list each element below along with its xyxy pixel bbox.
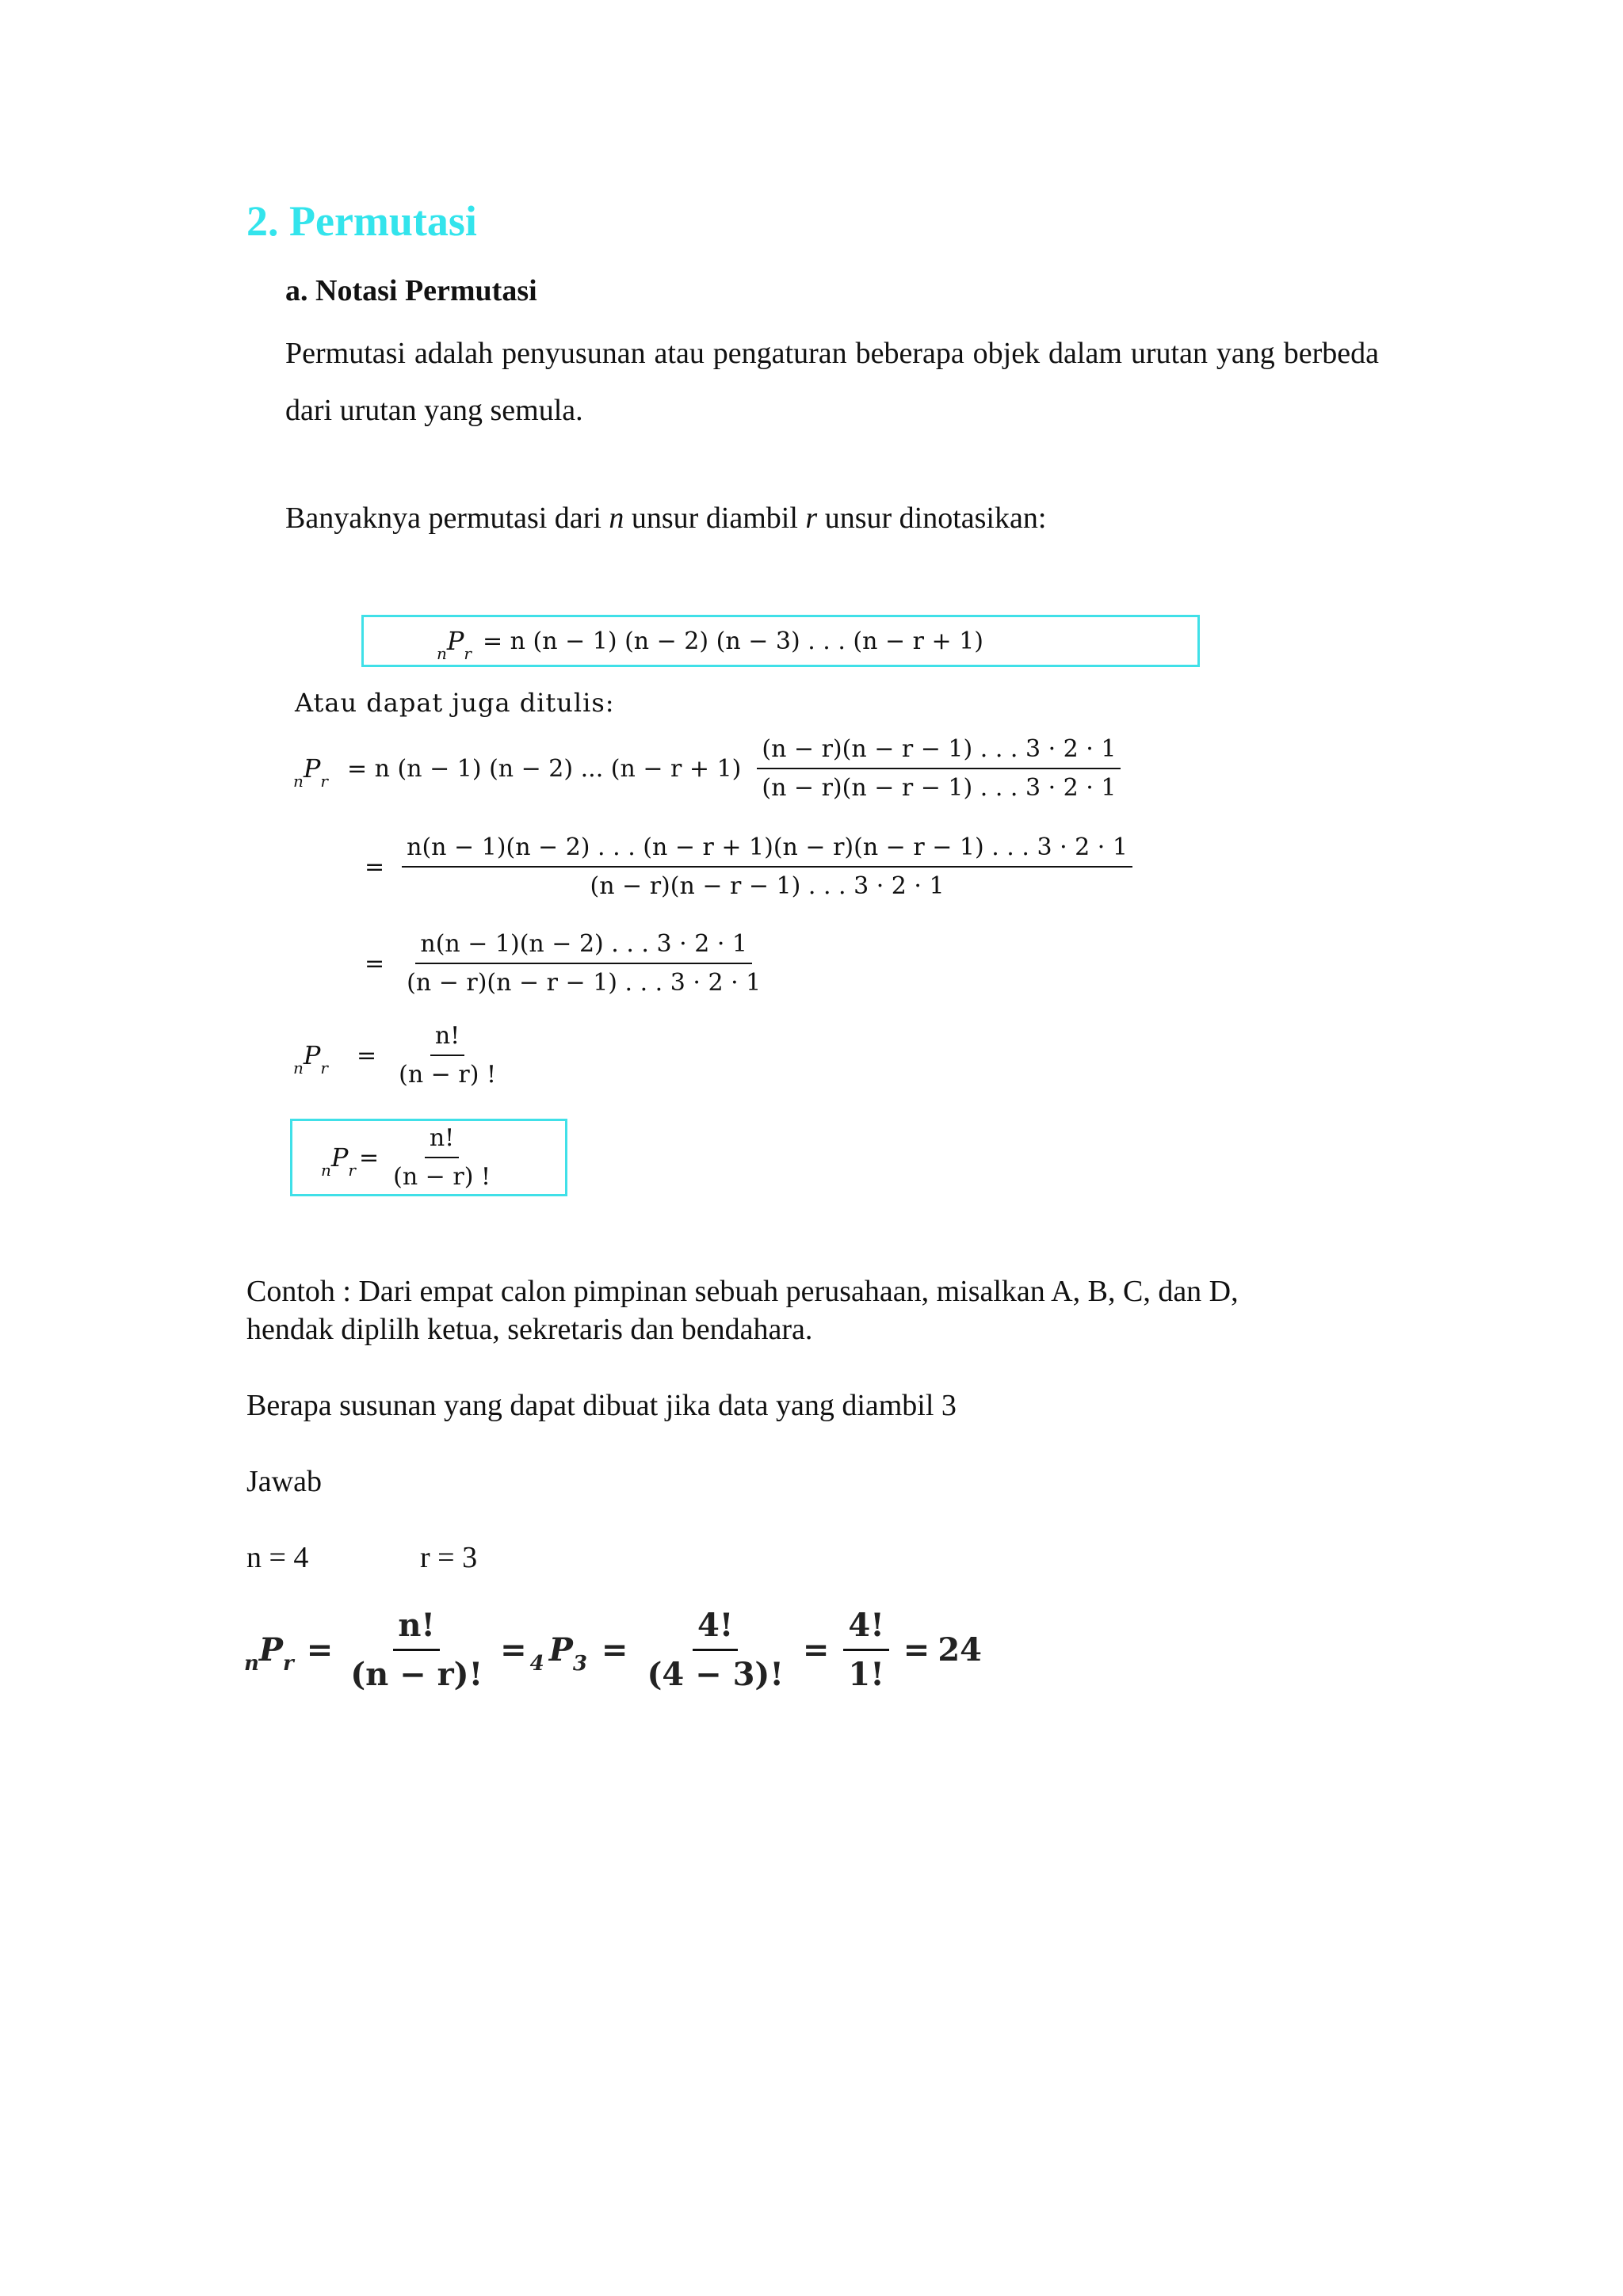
derivation-line-1	[293, 735, 1121, 802]
npr-symbol: $_nP_r$	[244, 1631, 294, 1676]
npr-symbol: $_nP_r$	[437, 626, 472, 663]
npr-symbol: $_nP_r$	[293, 1040, 328, 1077]
general-fraction	[346, 1607, 487, 1693]
definition-paragraph: Permutasi adalah penyusunan atau pengaturan beberapa objek dalam urutan yang berbeda dari urutan yang semula.	[285, 337, 1379, 427]
answer-label: Jawab	[246, 1465, 322, 1498]
alternate-label: Atau dapat juga ditulis:	[295, 688, 615, 718]
equals-sign: =	[365, 949, 385, 978]
fraction-numerator: n!	[393, 1607, 440, 1651]
npr-symbol: $_nP_r$	[321, 1142, 356, 1180]
4p3-symbol: $_4$ $P_3$	[529, 1631, 587, 1676]
permutation-formula-box	[361, 615, 1200, 667]
fraction-denominator: (n − r)(n − r − 1) . . . 3 · 2 · 1	[590, 872, 945, 900]
equals-sign: =	[356, 1041, 377, 1070]
fraction-denominator: (n − r)(n − r − 1) . . . 3 · 2 · 1	[407, 969, 762, 997]
example-question: Berapa susunan yang dapat dibuat jika data yang diambil 3	[246, 1389, 957, 1422]
reduced-fraction	[843, 1607, 888, 1693]
final-calculation	[244, 1607, 982, 1693]
factorial-fraction	[388, 1124, 495, 1191]
derivation-line-3	[365, 930, 766, 997]
equals-sign: =	[903, 1631, 930, 1669]
equals-sign: =	[500, 1631, 527, 1669]
example-line-1: Contoh : Dari empat calon pimpinan sebuah perusahaan, misalkan A, B, C, dan D,	[246, 1275, 1239, 1308]
result-value: 24	[938, 1631, 982, 1669]
simplified-fraction	[402, 930, 766, 997]
n-value: n = 4	[246, 1541, 309, 1574]
fraction-numerator: 4!	[843, 1607, 888, 1651]
notation-intro: Banyaknya permutasi dari n unsur diambil r unsur dinotasikan:	[285, 502, 1047, 535]
derivation-line-4	[293, 1022, 501, 1089]
expanded-fraction	[402, 833, 1132, 900]
equals-sign: =	[601, 1631, 628, 1669]
equals-sign: =	[802, 1631, 830, 1669]
example-line-2: hendak diplilh ketua, sekretaris dan bendahara.	[246, 1313, 813, 1346]
equals-sign: =	[365, 852, 385, 881]
section-heading: 2. Permutasi	[246, 197, 477, 245]
unit-fraction	[757, 735, 1121, 802]
permutation-result-box	[290, 1119, 567, 1196]
derivation-line-2	[365, 833, 1132, 900]
fraction-numerator: n(n − 1)(n − 2) . . . (n − r + 1)(n − r)(n − r − 1) . . . 3 · 2 · 1	[402, 833, 1132, 868]
fraction-numerator: n(n − 1)(n − 2) . . . 3 · 2 · 1	[415, 930, 752, 964]
fraction-denominator: (n − r) !	[399, 1061, 496, 1089]
factorial-fraction	[394, 1022, 501, 1089]
equals-sign: =	[306, 1631, 334, 1669]
product-expression: = n (n − 1) (n − 2) ... (n − r + 1)	[346, 754, 742, 783]
fraction-denominator: (n − r)!	[350, 1656, 483, 1693]
equals-sign: =	[358, 1143, 380, 1172]
fraction-denominator: (n − r) !	[393, 1163, 491, 1191]
fraction-numerator: 4!	[693, 1607, 738, 1651]
fraction-numerator: n!	[430, 1022, 464, 1056]
fraction-numerator: (n − r)(n − r − 1) . . . 3 · 2 · 1	[757, 735, 1121, 769]
subsection-heading: a. Notasi Permutasi	[285, 274, 537, 307]
fraction-denominator: (n − r)(n − r − 1) . . . 3 · 2 · 1	[762, 774, 1117, 802]
fraction-denominator: (4 − 3)!	[647, 1656, 784, 1693]
permutation-product: = n (n − 1) (n − 2) (n − 3) . . . (n − r + 1)	[482, 627, 983, 655]
fraction-numerator: n!	[425, 1124, 459, 1158]
fraction-denominator: 1!	[848, 1656, 884, 1693]
npr-symbol: $_nP_r$	[293, 753, 328, 791]
r-value: r = 3	[420, 1541, 478, 1574]
substituted-fraction	[642, 1607, 788, 1693]
